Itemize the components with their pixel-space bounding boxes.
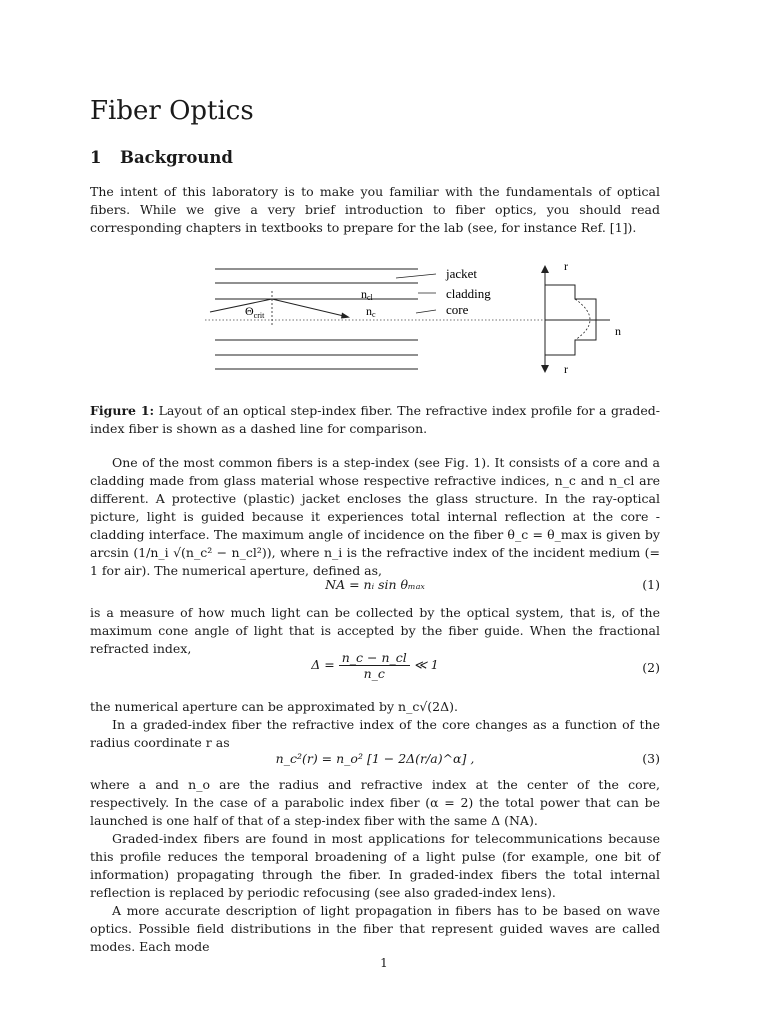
n-cl-label: ncl (361, 287, 373, 302)
caption-text: Layout of an optical step-index fiber. The refractive index profile for a graded-index fiber is shown as a dashed line for comparison. (90, 403, 661, 436)
document-title: Fiber Optics (90, 96, 254, 126)
eq2-lhs: Δ = (311, 657, 335, 672)
core-label: core (446, 302, 469, 317)
jacket-label: jacket (446, 266, 478, 281)
equation-1-body: NA = nᵢ sin θₘₐₓ (325, 577, 425, 592)
paragraph-step-index: One of the most common fibers is a step-index (see Fig. 1). It consists of a core and a cladding made from glass material whose respective refractive indices, n_c and n_cl are different. A protective (plastic) jacket encloses the glass structure. In the ray-optical picture, light is guided because it experiences total internal reflection at the core - cladding interface. The maximum angle of incidence on the fiber θ_c = θ_max is given by arcsin (1/n_i √(n_c² − n_cl²)), where n_i is the refractive index of the incident medium (= 1 for air). The numerical aperture, defined as, (90, 455, 660, 578)
equation-3-number: (3) (642, 751, 660, 766)
eq2-fraction (339, 650, 410, 681)
equation-2-number: (2) (642, 660, 660, 675)
paragraph-parabolic: where a and n_o are the radius and refractive index at the center of the core, respectively. In the case of a parabolic index fiber (α = 2) the total power that can be launched is one half of that of a step-index fiber with the same Δ (NA). (90, 777, 660, 828)
cladding-label: cladding (446, 286, 491, 301)
equation-1 (90, 577, 660, 599)
section-title: Background (120, 148, 233, 167)
r-axis-arrow-down (541, 365, 549, 373)
theta-crit-label: $\Theta_{crit}$ (245, 304, 265, 320)
jacket-leader (396, 274, 436, 278)
eq2-denominator: n_c (363, 666, 385, 681)
r-axis-label-top: r (564, 259, 568, 273)
equation-3 (90, 751, 660, 773)
n-c-label: nc (366, 304, 376, 319)
figure-caption (90, 402, 660, 438)
paragraph-telecom: Graded-index fibers are found in most applications for telecommunications because this profile reduces the temporal broadening of a light pulse (for example, one bit of information) propagating through the fiber. In graded-index fibers the total internal reflection is replaced by periodic refocusing (see also graded-index lens). (90, 831, 660, 900)
page-number: 1 (380, 956, 388, 970)
paragraph-approximation: the numerical aperture can be approximated by n_c√(2Δ). (90, 699, 459, 714)
core-leader (416, 310, 436, 313)
paragraph-graded-index: In a graded-index fiber the refractive index of the core changes as a function of the radius coordinate r as (90, 717, 660, 750)
equation-1-number: (1) (642, 577, 660, 592)
equation-3-body: n_c²(r) = n_o² [1 − 2Δ(r/a)^α] , (275, 751, 475, 766)
equation-2 (90, 650, 660, 690)
reflected-ray (272, 299, 348, 317)
caption-label: Figure 1: (90, 403, 155, 418)
paragraph-numerical-aperture: is a measure of how much light can be collected by the optical system, that is, of the maximum cone angle of light that is accepted by the fiber guide. When the fractional refracted index, (90, 605, 660, 656)
ray-arrowhead (341, 313, 350, 319)
paragraph-wave-optics: A more accurate description of light propagation in fibers has to be based on wave optics. Possible field distributions in the fiber that represent guided waves are called modes. Each mode (90, 903, 660, 954)
section-heading (90, 148, 233, 167)
eq2-numerator: n_c − n_cl (339, 650, 410, 666)
intro-paragraph: The intent of this laboratory is to make you familiar with the fundamentals of optical fibers. While we give a very brief introduction to fiber optics, you should read corresponding chapters in textbooks to prepare for the lab (see, for instance Ref. [1]). (90, 184, 660, 235)
n-axis-label: n (615, 324, 621, 338)
figure-fiber-diagram (200, 255, 640, 385)
equation-2-body (90, 650, 660, 681)
eq2-rhs: ≪ 1 (413, 657, 439, 672)
section-number: 1 (90, 148, 102, 167)
r-axis-arrow-up (541, 265, 549, 273)
r-axis-label-bottom: r (564, 362, 568, 376)
